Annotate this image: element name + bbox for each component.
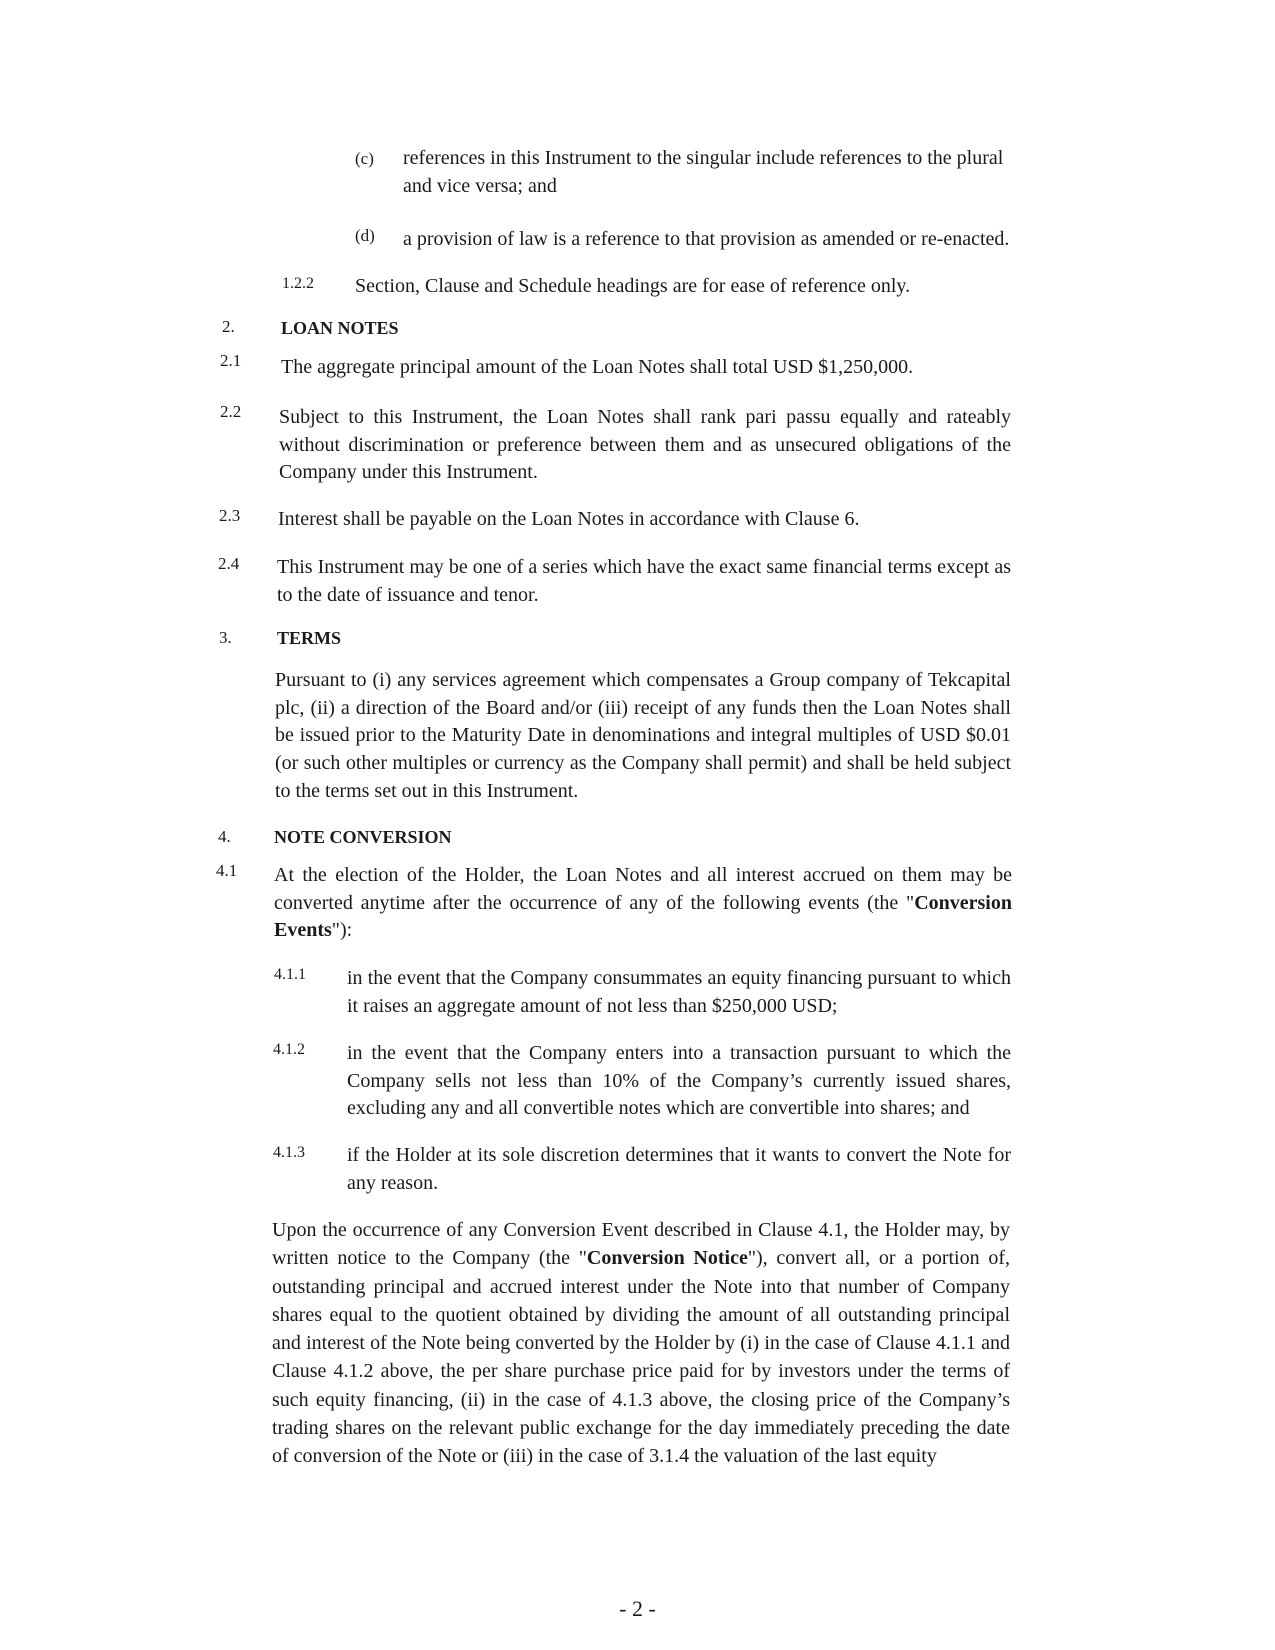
- clause-4-1-number: 4.1: [216, 861, 238, 880]
- section-2-number: 2.: [222, 317, 235, 336]
- clause-2-1-text: The aggregate principal amount of the Loan Notes shall total USD $1,250,000.: [281, 356, 914, 378]
- section-3-number: 3.: [219, 628, 232, 647]
- clause-1-2-2-text: Section, Clause and Schedule headings are for ease of reference only.: [355, 275, 911, 297]
- conversion-notice-term: Conversion Notice: [586, 1247, 748, 1270]
- clause-2-3-text: Interest shall be payable on the Loan Notes in accordance with Clause 6.: [278, 508, 860, 530]
- clause-2-2-text: Subject to this Instrument, the Loan Notes shall rank pari passu equally and rateably without discrimination or preference between them and as unsecured obligations of the Company under this Instrument.: [279, 406, 1011, 483]
- section-4-heading: NOTE CONVERSION: [274, 827, 452, 847]
- section-4-number: 4.: [218, 827, 231, 846]
- clause-4-1-2-text: in the event that the Company enters into a transaction pursuant to which the Company sells not less than 10% of the Company’s currently issued shares, excluding any and all convertible notes which are convertible into shares; and: [347, 1042, 1011, 1119]
- item-c-text: references in this Instrument to the singular include references to the plural and vice versa; and: [403, 147, 1004, 197]
- clause-4-1-1-text: in the event that the Company consummates an equity financing pursuant to which it raises an aggregate amount of not less than $250,000 USD;: [347, 967, 1011, 1017]
- section-3-text: Pursuant to (i) any services agreement which compensates a Group company of Tekcapital plc, (ii) a direction of the Board and/or (iii) receipt of any funds then the Loan Notes shall be issued prior to the Maturity Date in denominations and integral multiples of USD $0.01 (or such other multiples or currency as the Company shall permit) and shall be held subject to the terms set out in this Instrument.: [275, 669, 1011, 802]
- item-c-number: (c): [355, 149, 374, 168]
- clause-4-1-text: At the election of the Holder, the Loan Notes and all interest accrued on them may be converted anytime after the occurrence of any of the following events (the "Conversion Events"):: [274, 864, 1012, 941]
- clause-2-3-number: 2.3: [219, 506, 241, 525]
- conversion-events-term: Conversion Events: [274, 891, 1012, 941]
- clause-2-4-number: 2.4: [218, 554, 240, 573]
- clause-2-1-number: 2.1: [220, 351, 242, 370]
- section-2-heading: LOAN NOTES: [281, 318, 399, 338]
- clause-2-2-number: 2.2: [220, 402, 242, 421]
- section-3-heading: TERMS: [277, 628, 342, 648]
- page-number: - 2 -: [619, 1596, 656, 1621]
- clause-2-4-text: This Instrument may be one of a series which have the exact same financial terms except as to the date of issuance and tenor.: [277, 556, 1011, 606]
- clause-1-2-2-number: 1.2.2: [282, 275, 314, 292]
- conversion-notice-paragraph: Upon the occurrence of any Conversion Event described in Clause 4.1, the Holder may, by written notice to the Company (the "Conversion Notice"), convert all, or a portion of, outstanding principal and accrued interest under the Note into that number of Company shares equal to the quotient obtained by dividing the amount of all outstanding principal and interest of the Note being converted by the Holder by (i) in the case of Clause 4.1.1 and Clause 4.1.2 above, the per share purchase price paid for by investors under the terms of such equity financing, (ii) in the case of 4.1.3 above, the closing price of the Company’s trading shares on the relevant public exchange for the day immediately preceding the date of conversion of the Note or (iii) in the case of 3.1.4 the valuation of the last equity: [272, 1219, 1010, 1468]
- item-d-number: (d): [355, 226, 375, 245]
- clause-4-1-3-text: if the Holder at its sole discretion determines that it wants to convert the Note for any reason.: [347, 1144, 1011, 1194]
- item-d-text: a provision of law is a reference to that provision as amended or re-enacted.: [403, 228, 1010, 250]
- clause-4-1-3-number: 4.1.3: [273, 1144, 305, 1161]
- clause-4-1-1-number: 4.1.1: [274, 966, 306, 983]
- clause-4-1-2-number: 4.1.2: [273, 1041, 305, 1058]
